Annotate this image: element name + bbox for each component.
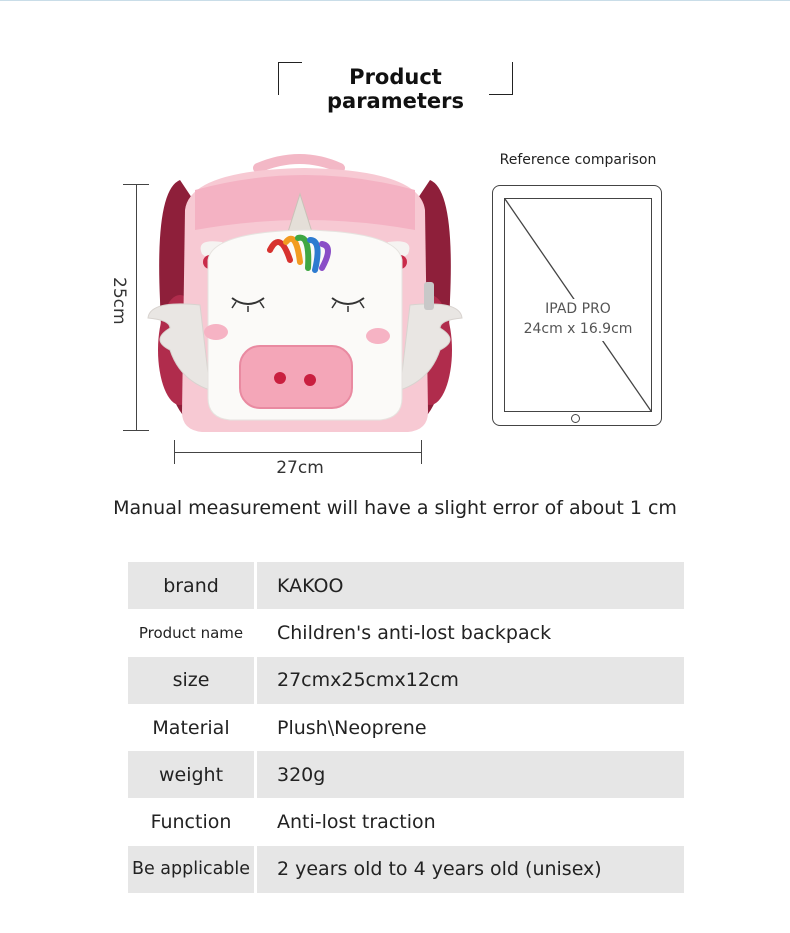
table-row (128, 846, 684, 893)
reference-title: Reference comparison (499, 152, 657, 168)
spec-key: Function (150, 811, 232, 834)
spec-value: 27cmx25cmx12cm (257, 657, 684, 704)
spec-key: Be applicable (128, 846, 254, 893)
table-row (128, 609, 684, 656)
width-label: 27cm (276, 458, 324, 478)
spec-value: KAKOO (257, 562, 684, 609)
table-row (128, 798, 684, 845)
spec-key: weight (128, 751, 254, 798)
spec-key: brand (128, 562, 254, 609)
table-row (128, 704, 684, 751)
unicorn-backpack-image (140, 150, 470, 450)
spec-key: size (128, 657, 254, 704)
spec-value: Plush\Neoprene (277, 716, 427, 739)
height-label: 25cm (109, 277, 129, 325)
device-size: 24cm x 16.9cm (523, 321, 633, 337)
tablet-outline-icon (492, 185, 662, 426)
top-divider (0, 0, 790, 1)
spec-value: 2 years old to 4 years old (unisex) (257, 846, 684, 893)
home-button-icon (571, 414, 580, 423)
table-row (128, 751, 684, 798)
page-title: Product parameters (327, 65, 464, 113)
spec-value: Anti-lost traction (277, 811, 436, 834)
measurement-note: Manual measurement will have a slight error of about 1 cm (113, 497, 677, 519)
spec-table (128, 562, 684, 893)
table-row (128, 657, 684, 704)
spec-value: Children's anti-lost backpack (277, 621, 552, 644)
table-row (128, 562, 684, 609)
height-dimension-line (136, 184, 137, 430)
tablet-screen (504, 198, 652, 412)
spec-value: 320g (257, 751, 684, 798)
section-title-box (278, 62, 513, 113)
width-dimension-line (174, 452, 422, 453)
spec-key: Material (152, 716, 230, 739)
spec-key: Product name (138, 623, 244, 642)
device-name: IPAD PRO (545, 301, 611, 317)
